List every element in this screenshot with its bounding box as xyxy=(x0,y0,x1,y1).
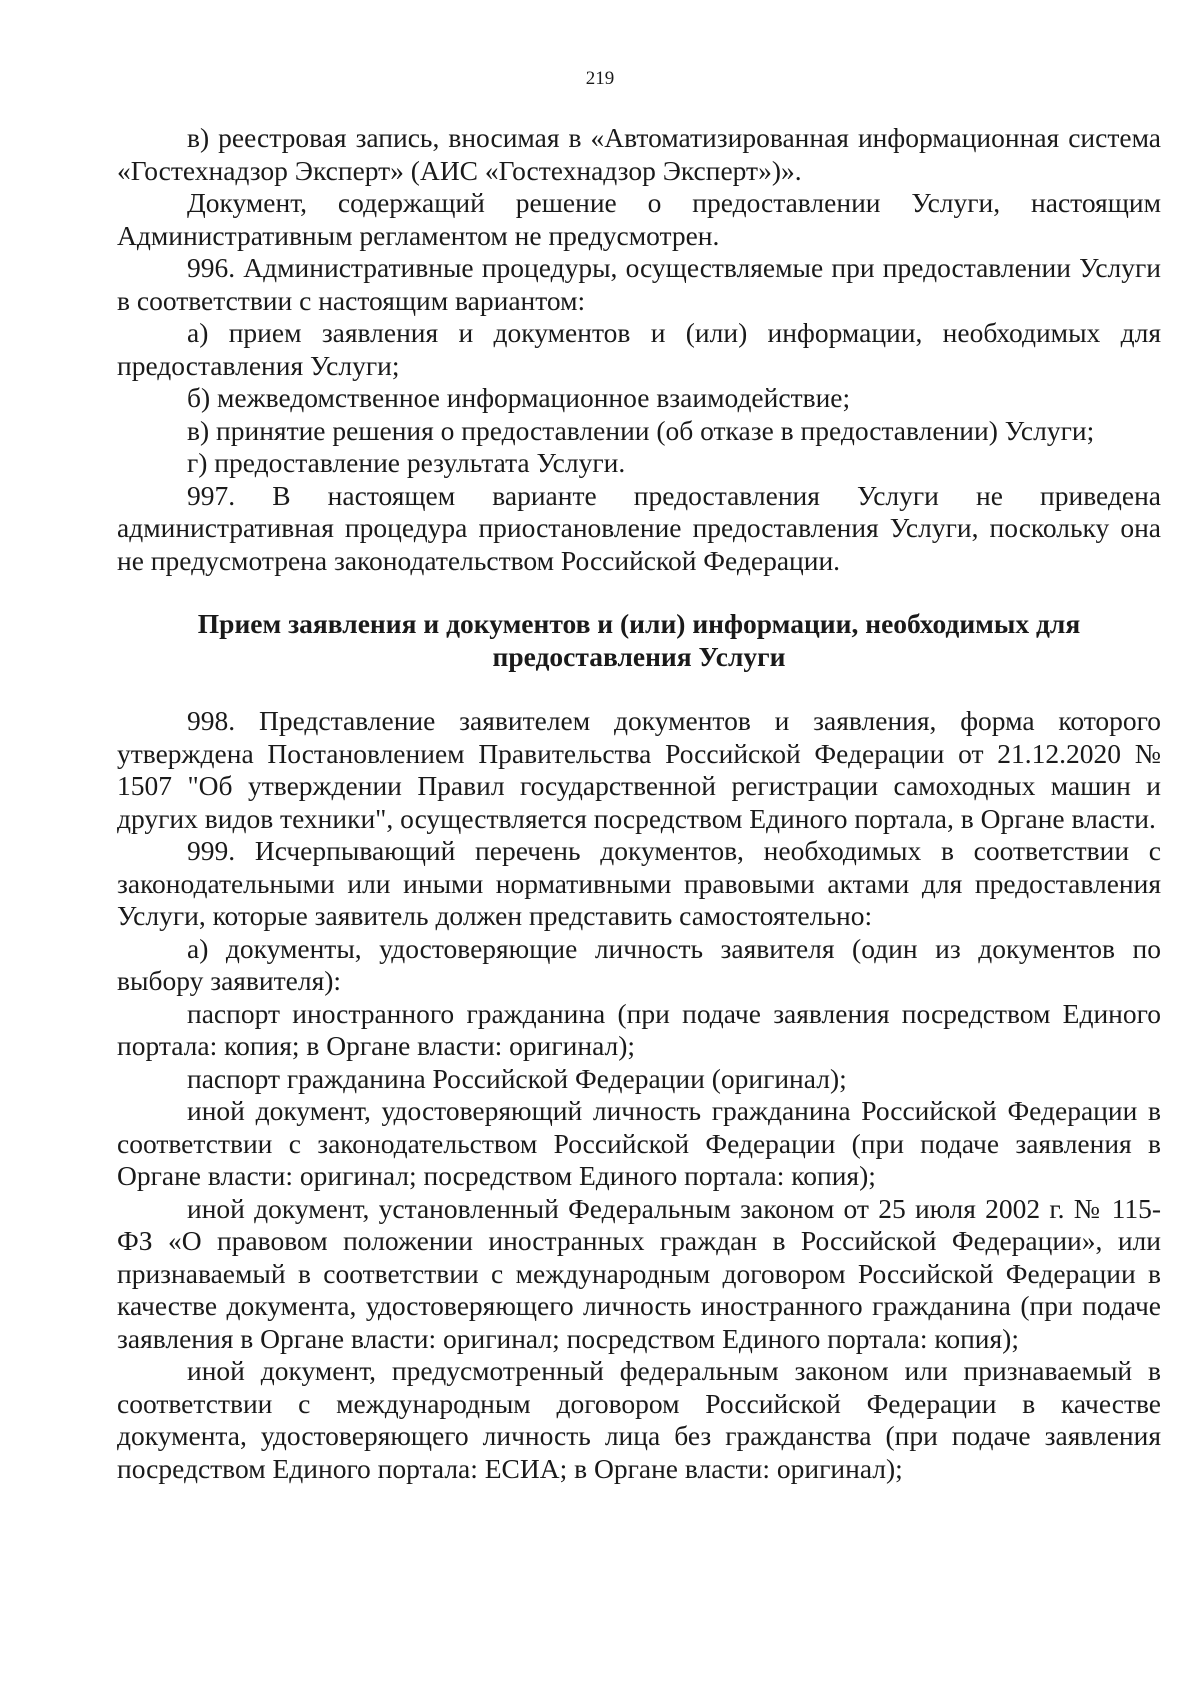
paragraph-registry-record: в) реестровая запись, вносимая в «Автоматизированная информационная система «Гостехнадзор Эксперт» (АИС «Гостехнадзор Эксперт»)». xyxy=(117,122,1161,186)
section-heading-line-2: предоставления Услуги xyxy=(492,640,786,672)
list-item-other-citizen-document: иной документ, удостоверяющий личность гражданина Российской Федерации в соответствии с законодательством Российской Федерации (при подаче заявления в Органе власти: оригинал; посредством Единого портала: копия); xyxy=(117,1095,1161,1191)
list-item-stateless-document: иной документ, предусмотренный федеральным законом или признаваемый в соответствии с международным договором Российской Федерации в качестве документа, удостоверяющего личность лица без гражданства (при подаче заявления посредством Единого портала: ЕСИА; в Органе власти: оригинал); xyxy=(117,1355,1161,1484)
page-number: 219 xyxy=(585,68,615,89)
paragraph-997: 997. В настоящем варианте предоставления Услуги не приведена административная процедура приостановление предоставления Услуги, поскольку она не предусмотрена законодательством Российской Федерации. xyxy=(117,479,1161,576)
paragraph-999: 999. Исчерпывающий перечень документов, необходимых в соответствии с законодательными или иными нормативными правовыми актами для предоставления Услуги, которые заявитель должен представить самостоятельно: xyxy=(117,835,1161,931)
section-heading xyxy=(117,608,1161,673)
list-item-b: б) межведомственное информационное взаимодействие; xyxy=(187,382,851,413)
section-heading-line-1: Прием заявления и документов и (или) информации, необходимых для xyxy=(197,608,1081,639)
list-item-a: а) прием заявления и документов и (или) информации, необходимых для предоставления Услуги; xyxy=(117,317,1161,381)
paragraph-998: 998. Представление заявителем документов и заявления, форма которого утверждена Постановлением Правительства Российской Федерации от 21.12.2020 № 1507 "Об утверждении Правил государственной регистрации самоходных машин и других видов техники", осуществляется посредством Единого портала, в Органе власти. xyxy=(117,705,1161,834)
list-item-foreign-passport: паспорт иностранного гражданина (при подаче заявления посредством Единого портала: копия; в Органе власти: оригинал); xyxy=(117,997,1161,1061)
list-item-russian-passport: паспорт гражданина Российской Федерации (оригинал); xyxy=(187,1062,847,1094)
list-item-identity-documents: а) документы, удостоверяющие личность заявителя (один из документов по выбору заявителя): xyxy=(117,932,1161,996)
paragraph-decision-document: Документ, содержащий решение о предоставлении Услуги, настоящим Административным регламентом не предусмотрен. xyxy=(117,187,1161,251)
list-item-g: г) предоставление результата Услуги. xyxy=(187,447,626,478)
document-body xyxy=(117,122,1161,1485)
paragraph-996: 996. Административные процедуры, осуществляемые при предоставлении Услуги в соответствии с настоящим вариантом: xyxy=(117,252,1161,316)
list-item-foreign-citizen-document: иной документ, установленный Федеральным законом от 25 июля 2002 г. № 115-ФЗ «О правовом положении иностранных граждан в Российской Федерации», или признаваемый в соответствии с международным договором Российской Федерации в качестве документа, удостоверяющего личность иностранного гражданина (при подаче заявления в Органе власти: оригинал; посредством Единого портала: копия); xyxy=(117,1192,1161,1354)
list-item-v: в) принятие решения о предоставлении (об отказе в предоставлении) Услуги; xyxy=(187,414,1095,446)
